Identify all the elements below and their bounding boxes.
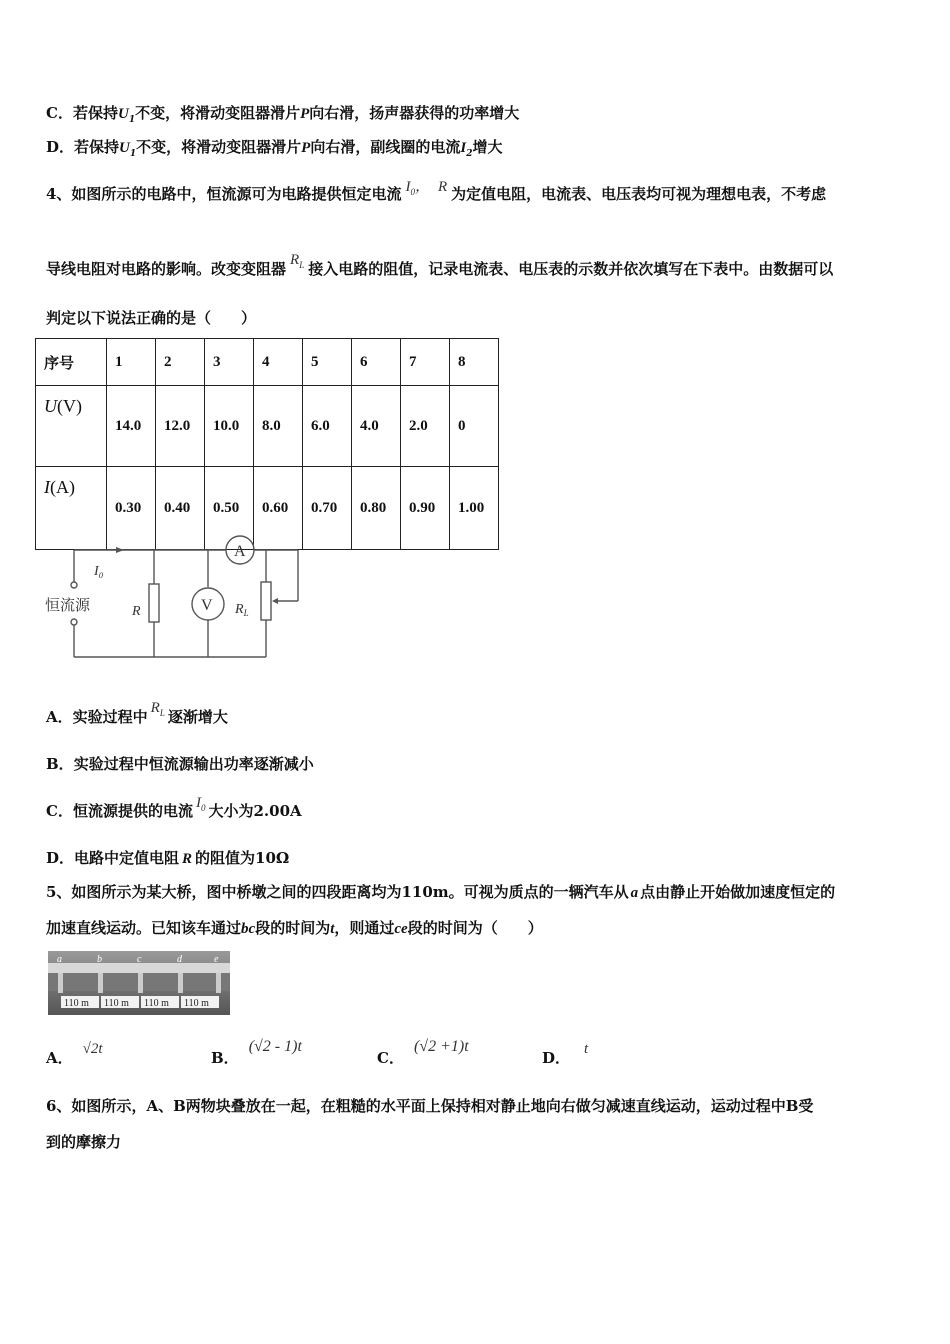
text: 向右滑，扬声器获得的功率增大: [309, 104, 520, 122]
subscript: L: [299, 260, 305, 270]
var-p: P: [300, 106, 310, 122]
text: 的阻值为10Ω: [195, 849, 290, 867]
q5-option-c: [377, 1038, 469, 1068]
label-var: I: [44, 477, 50, 497]
table-cell: 8: [450, 339, 499, 386]
math-rl: [290, 252, 304, 268]
var-u: U: [119, 140, 130, 156]
option-label: B．: [211, 1049, 239, 1067]
q6-stem-line1: 6、如图所示，A、B两物块叠放在一起，在粗糙的水平面上保持相对静止地向右做匀减速直线运动，运动过程中B受: [46, 1097, 814, 1115]
math-rl: [151, 700, 165, 716]
data-table: [35, 338, 499, 550]
text: 若保持: [72, 104, 118, 122]
table-cell: 3: [205, 339, 254, 386]
table-cell-label: [36, 386, 107, 467]
text: 恒流源提供的电流: [72, 802, 193, 820]
q4-option-d: [46, 847, 289, 868]
point-label: c: [137, 954, 142, 965]
option-label: D．: [46, 138, 75, 156]
segment-label: 110 m: [184, 998, 209, 1009]
subscript: 1: [128, 115, 136, 125]
bridge-pier: [138, 973, 143, 993]
math-i0: [196, 795, 206, 811]
subscript: L: [159, 708, 165, 718]
q4-stem-line3: 判定以下说法正确的是（ ）: [46, 309, 257, 327]
text: 为定值电阻，电流表、电压表均可视为理想电表，不考虑: [451, 185, 827, 203]
table-cell: 4: [254, 339, 303, 386]
q4-option-a: [46, 700, 228, 728]
var-t: t: [330, 921, 335, 937]
table-cell: 0.30: [107, 467, 156, 550]
label-unit: (V): [57, 396, 82, 416]
table-row-voltage: [36, 386, 499, 467]
q4-stem-line1: [46, 179, 827, 205]
table-cell: 0.50: [205, 467, 254, 550]
q4-option-b: [46, 753, 314, 774]
table-cell: 0.60: [254, 467, 303, 550]
subscript: 2: [466, 149, 473, 159]
table-cell: 0: [450, 386, 499, 467]
table-cell: 10.0: [205, 386, 254, 467]
label-rl-sub: L: [243, 608, 249, 618]
var-i: I: [460, 140, 467, 156]
math-expr: (√2 +1)t: [413, 1038, 469, 1055]
table-cell: 12.0: [156, 386, 205, 467]
subscript: 1: [129, 149, 137, 159]
bridge-pier: [216, 973, 221, 993]
ammeter-label: A: [234, 543, 246, 560]
text: 点由静止开始做加速度恒定的: [640, 883, 836, 901]
q5-stem-line2: [46, 917, 543, 938]
label-r: R: [132, 604, 141, 619]
voltmeter-label: V: [201, 597, 213, 614]
math-expr: √2t: [82, 1041, 103, 1057]
q5-option-b: [211, 1038, 302, 1068]
subscript: 0: [200, 803, 206, 813]
option-label: B．: [46, 755, 74, 773]
text: 逐渐增大: [167, 708, 228, 726]
text: 段的时间为: [255, 919, 331, 937]
option-label: D．: [46, 849, 75, 867]
table-cell: 0.40: [156, 467, 205, 550]
text: 不变，将滑动变阻器滑片: [136, 138, 302, 156]
table-cell: 8.0: [254, 386, 303, 467]
var-p: P: [301, 140, 311, 156]
var-a: a: [630, 885, 639, 901]
table-cell: 6.0: [303, 386, 352, 467]
table-cell: 1.00: [450, 467, 499, 550]
separator: ，: [414, 179, 430, 195]
table-cell: 7: [401, 339, 450, 386]
math-expr: t: [584, 1041, 589, 1057]
table-cell: 5: [303, 339, 352, 386]
text: 实验过程中恒流源输出功率逐渐减小: [73, 755, 314, 773]
text: 导线电阻对电路的影响。改变变阻器: [46, 260, 287, 278]
math-i0: [405, 179, 447, 195]
segment-label: 110 m: [144, 998, 169, 1009]
label-unit: (A): [50, 477, 75, 497]
point-label: a: [57, 954, 62, 965]
var-u: U: [117, 106, 129, 122]
table-cell: 0.80: [352, 467, 401, 550]
label-i0: I₀: [94, 564, 104, 579]
option-label: D．: [542, 1049, 571, 1067]
option-label: A．: [46, 1049, 73, 1067]
point-label: d: [177, 954, 182, 965]
text: ，则通过: [334, 919, 395, 937]
text: 增大: [472, 138, 503, 156]
bridge-pier: [178, 973, 183, 993]
table-cell: 0.70: [303, 467, 352, 550]
q4-stem-line2: [46, 252, 834, 280]
table-cell: 0.90: [401, 467, 450, 550]
option-label: A．: [46, 708, 73, 726]
option-label: C．: [46, 802, 73, 820]
text: 接入电路的阻值，记录电流表、电压表的示数并依次填写在下表中。由数据可以: [308, 260, 834, 278]
bridge-pier: [58, 973, 63, 993]
table-cell: 6: [352, 339, 401, 386]
table-cell: 1: [107, 339, 156, 386]
bridge-pier: [98, 973, 103, 993]
math-expr: (√2 - 1)t: [248, 1038, 302, 1055]
math-var: I: [405, 179, 411, 195]
q6-stem-line2: 到的摩擦力: [46, 1133, 122, 1151]
q5-stem-line1: [46, 881, 835, 902]
q3-option-d: [46, 136, 502, 159]
point-label: e: [214, 954, 219, 965]
text: 实验过程中: [72, 708, 148, 726]
label-source: 恒流源: [45, 596, 91, 614]
table-cell: 4.0: [352, 386, 401, 467]
table-cell: 14.0: [107, 386, 156, 467]
text: 向右滑，副线圈的电流: [310, 138, 461, 156]
option-label: C．: [46, 104, 73, 122]
circuit-diagram: [40, 532, 310, 667]
text: 加速直线运动。已知该车通过: [46, 919, 242, 937]
var-bc: bc: [241, 921, 256, 937]
text: 若保持: [74, 138, 120, 156]
q5-option-a: [46, 1041, 103, 1068]
subscript: 0: [410, 187, 415, 197]
table-cell: 序号: [36, 339, 107, 386]
point-label: b: [97, 954, 102, 965]
text: 大小为2.00A: [208, 802, 302, 820]
option-label: C．: [377, 1049, 404, 1067]
q3-option-c: [46, 102, 519, 125]
var-r: R: [182, 851, 193, 867]
math-var: R: [290, 252, 300, 268]
slider-arrow: [272, 598, 278, 604]
table-cell: 2.0: [401, 386, 450, 467]
segment-label: 110 m: [64, 998, 89, 1009]
text: 电路中定值电阻: [74, 849, 180, 867]
math-var: R: [437, 179, 448, 195]
text: 段的时间为（ ）: [407, 919, 543, 937]
text: 4、如图所示的电路中，恒流源可为电路提供恒定电流: [46, 185, 402, 203]
text: 5、如图所示为某大桥，图中桥墩之间的四段距离均为110m。可视为质点的一辆汽车从: [46, 883, 629, 901]
label-rl: [234, 602, 249, 618]
bridge-image: [48, 951, 230, 1015]
q4-option-c: [46, 795, 302, 822]
current-arrow: [116, 547, 124, 553]
label-rl-var: R: [235, 602, 244, 617]
math-var: I: [195, 795, 201, 811]
label-var: U: [44, 396, 57, 416]
text: 不变，将滑动变阻器滑片: [135, 104, 301, 122]
segment-label: 110 m: [104, 998, 129, 1009]
q5-option-d: [542, 1041, 589, 1068]
table-row-header: [36, 339, 499, 386]
table-cell: 2: [156, 339, 205, 386]
var-ce: ce: [394, 921, 408, 937]
math-var: R: [150, 700, 160, 716]
